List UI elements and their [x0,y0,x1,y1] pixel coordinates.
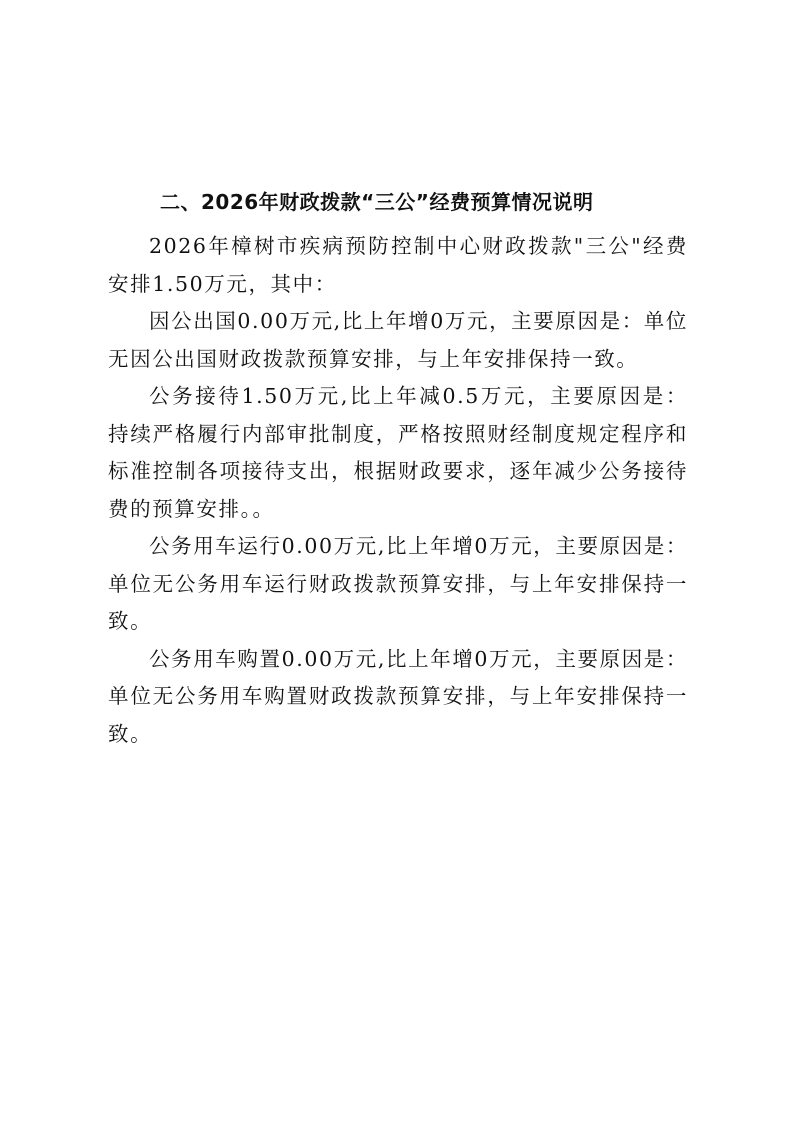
section-heading: 二、2026年财政拨款“三公”经费预算情况说明 [160,190,594,214]
paragraph-official-reception: 公务接待1.50万元,比上年减0.5万元，主要原因是：持续严格履行内部审批制度，严格按照财经制度规定程序和标准控制各项接待支出，根据财政要求，逐年减少公务接待费的预算安排。。 [108,384,688,521]
paragraph-vehicle-operation: 公务用车运行0.00万元,比上年增0万元，主要原因是：单位无公务用车运行财政拨款预算安排，与上年安排保持一致。 [108,534,688,633]
paragraph-overseas-travel: 因公出国0.00万元,比上年增0万元，主要原因是：单位无因公出国财政拨款预算安排，与上年安排保持一致。 [108,309,688,371]
paragraph-vehicle-purchase: 公务用车购置0.00万元,比上年增0万元，主要原因是：单位无公务用车购置财政拨款预算安排，与上年安排保持一致。 [108,646,688,746]
paragraph-summary: 2026年樟树市疾病预防控制中心财政拨款"三公"经费安排1.50万元，其中： [108,234,688,296]
body-text [108,228,688,753]
